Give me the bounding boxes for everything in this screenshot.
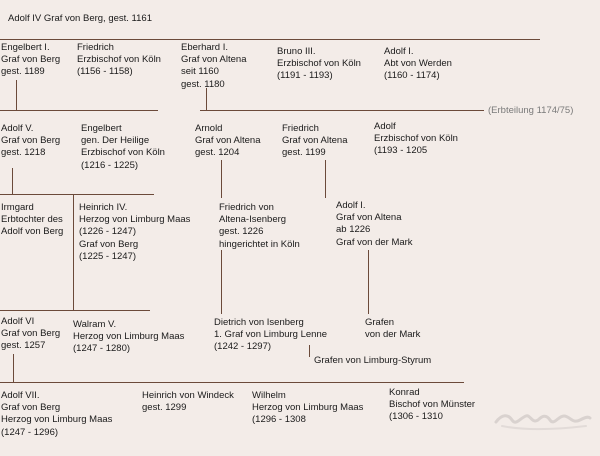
person-line: Heinrich von Windeck xyxy=(142,390,234,401)
person-adolf-v xyxy=(1,123,60,160)
person-line: Graf von Berg xyxy=(1,402,61,414)
person-line: Arnold xyxy=(195,123,223,134)
person-line: Graf von Altena xyxy=(195,135,261,147)
person-line: gen. Der Heilige xyxy=(81,135,150,147)
person-line: Konrad xyxy=(389,387,420,398)
person-line: (1160 - 1174) xyxy=(384,70,440,82)
person-line: Adolf VI xyxy=(1,316,35,327)
connector-friedrich-altena xyxy=(325,160,326,198)
person-heinrich-windeck xyxy=(142,390,234,414)
person-line: (1306 - 1310 xyxy=(389,411,443,423)
person-line: (1191 - 1193) xyxy=(277,70,333,82)
connector-arnold xyxy=(221,160,222,198)
person-line: Adolf von Berg xyxy=(1,226,64,238)
person-line: Friedrich von xyxy=(219,202,274,213)
person-line: Herzog von Limburg Maas xyxy=(79,214,191,226)
connector-adolf5 xyxy=(12,168,13,194)
person-friedrich-isenberg xyxy=(219,202,300,251)
person-line: Grafen xyxy=(365,317,395,328)
person-line: Bruno III. xyxy=(277,46,316,57)
person-line: Adolf xyxy=(374,121,396,132)
person-line: 1. Graf von Limburg Lenne xyxy=(214,329,328,341)
person-line: (1226 - 1247) xyxy=(79,226,137,238)
person-adolf-iv xyxy=(8,13,152,25)
person-line: Wilhelm xyxy=(252,390,286,401)
person-line: gest. 1299 xyxy=(142,402,187,414)
connector-friedrich-isenberg xyxy=(221,250,222,314)
person-line: Herzog von Limburg Maas xyxy=(252,402,364,414)
person-eberhard-i xyxy=(181,42,246,91)
person-line: (1247 - 1296) xyxy=(1,426,59,438)
person-adolf-koeln xyxy=(374,121,458,158)
person-wilhelm xyxy=(252,390,363,427)
person-adolf-vii xyxy=(1,390,112,439)
person-line: gest. 1226 xyxy=(219,226,264,238)
person-line: (1225 - 1247) xyxy=(79,250,137,262)
person-line: Abt von Werden xyxy=(384,58,452,70)
person-line: Engelbert I. xyxy=(1,42,50,53)
person-line: Erzbischof von Köln xyxy=(77,54,161,66)
person-line: Adolf V. xyxy=(1,123,34,134)
person-line: Graf von der Mark xyxy=(336,236,413,248)
erbteilung-note: (Erbteilung 1174/75) xyxy=(488,105,574,116)
person-line: (1247 - 1280) xyxy=(73,343,131,355)
person-line: gest. 1218 xyxy=(1,147,46,159)
grafen-von-limburg-styrum xyxy=(314,355,431,367)
person-friedrich-altena xyxy=(282,123,347,160)
person-friedrich-koeln xyxy=(77,42,161,79)
generation-line-1 xyxy=(0,39,540,40)
person-line: Graf von Altena xyxy=(282,135,348,147)
person-arnold xyxy=(195,123,260,160)
person-adolf-i-werden xyxy=(384,46,452,83)
person-line: Graf von Berg xyxy=(1,328,61,340)
person-line: Friedrich xyxy=(282,123,319,134)
generation-line-4 xyxy=(0,310,150,311)
person-line: gest. 1180 xyxy=(181,78,225,90)
person-line: Graf von Berg xyxy=(1,135,61,147)
person-line: Graf von Altena xyxy=(181,54,247,66)
person-line: (1156 - 1158) xyxy=(77,66,133,78)
person-line: ab 1226 xyxy=(336,224,371,236)
person-engelbert-heilige xyxy=(81,123,165,172)
person-line: seit 1160 xyxy=(181,66,219,78)
person-line: gest. 1204 xyxy=(195,147,240,159)
person-line: hingerichtet in Köln xyxy=(219,238,300,250)
person-line: gest. 1189 xyxy=(1,66,45,78)
connector-engelbert xyxy=(16,80,17,111)
generation-line-2-left xyxy=(0,110,158,111)
connector-eberhard xyxy=(206,88,207,111)
watermark-logo xyxy=(492,396,592,440)
person-line: Erzbischof von Köln xyxy=(81,147,165,159)
person-line: (1242 - 1297) xyxy=(214,341,272,353)
person-line: Herzog von Limburg Maas xyxy=(73,331,185,343)
person-line: Adolf IV Graf von Berg, gest. 1161 xyxy=(8,13,152,24)
person-line: Adolf I. xyxy=(384,46,414,57)
person-line: (1193 - 1205 xyxy=(374,145,428,157)
person-line: Adolf VII. xyxy=(1,390,40,401)
person-line: Herzog von Limburg Maas xyxy=(1,414,113,426)
person-bruno-iii xyxy=(277,46,361,83)
person-line: Graf von Berg xyxy=(79,238,139,250)
connector-heinrich4 xyxy=(73,194,74,310)
person-line: Adolf I. xyxy=(336,200,366,211)
person-line: Grafen von Limburg-Styrum xyxy=(314,355,432,366)
grafen-von-der-mark xyxy=(365,317,420,341)
person-line: Graf von Berg xyxy=(1,54,61,66)
person-line: Graf von Altena xyxy=(336,212,402,224)
person-line: gest. 1257 xyxy=(1,340,46,352)
person-adolf-vi xyxy=(1,316,60,353)
person-line: Engelbert xyxy=(81,123,122,134)
person-line: Erbtochter des xyxy=(1,214,63,226)
generation-line-5 xyxy=(0,382,464,383)
person-irmgard xyxy=(1,202,63,239)
person-adolf-i-mark xyxy=(336,200,413,249)
person-engelbert-i xyxy=(1,42,60,79)
connector-adolf6 xyxy=(13,354,14,382)
watermark-stroke xyxy=(496,416,590,422)
watermark-stroke xyxy=(502,426,586,429)
person-line: Erzbischof von Köln xyxy=(374,133,458,145)
person-line: Altena-Isenberg xyxy=(219,214,287,226)
person-line: Friedrich xyxy=(77,42,114,53)
person-dietrich-isenberg xyxy=(214,317,327,354)
person-line: von der Mark xyxy=(365,329,421,341)
person-line: Irmgard xyxy=(1,202,34,213)
person-line: (1296 - 1308 xyxy=(252,414,306,426)
person-walram-v xyxy=(73,319,184,356)
person-line: Erzbischof von Köln xyxy=(277,58,361,70)
person-heinrich-iv xyxy=(79,202,190,263)
generation-line-2-right xyxy=(200,110,484,111)
person-line: Walram V. xyxy=(73,319,117,330)
person-line: (1216 - 1225) xyxy=(81,159,139,171)
generation-line-3 xyxy=(0,194,154,195)
person-konrad xyxy=(389,387,475,424)
person-line: Bischof von Münster xyxy=(389,399,476,411)
person-line: Dietrich von Isenberg xyxy=(214,317,304,328)
connector-adolf1-mark xyxy=(368,250,369,314)
person-line: Eberhard I. xyxy=(181,42,228,53)
person-line: gest. 1199 xyxy=(282,147,326,159)
person-line: Heinrich IV. xyxy=(79,202,128,213)
